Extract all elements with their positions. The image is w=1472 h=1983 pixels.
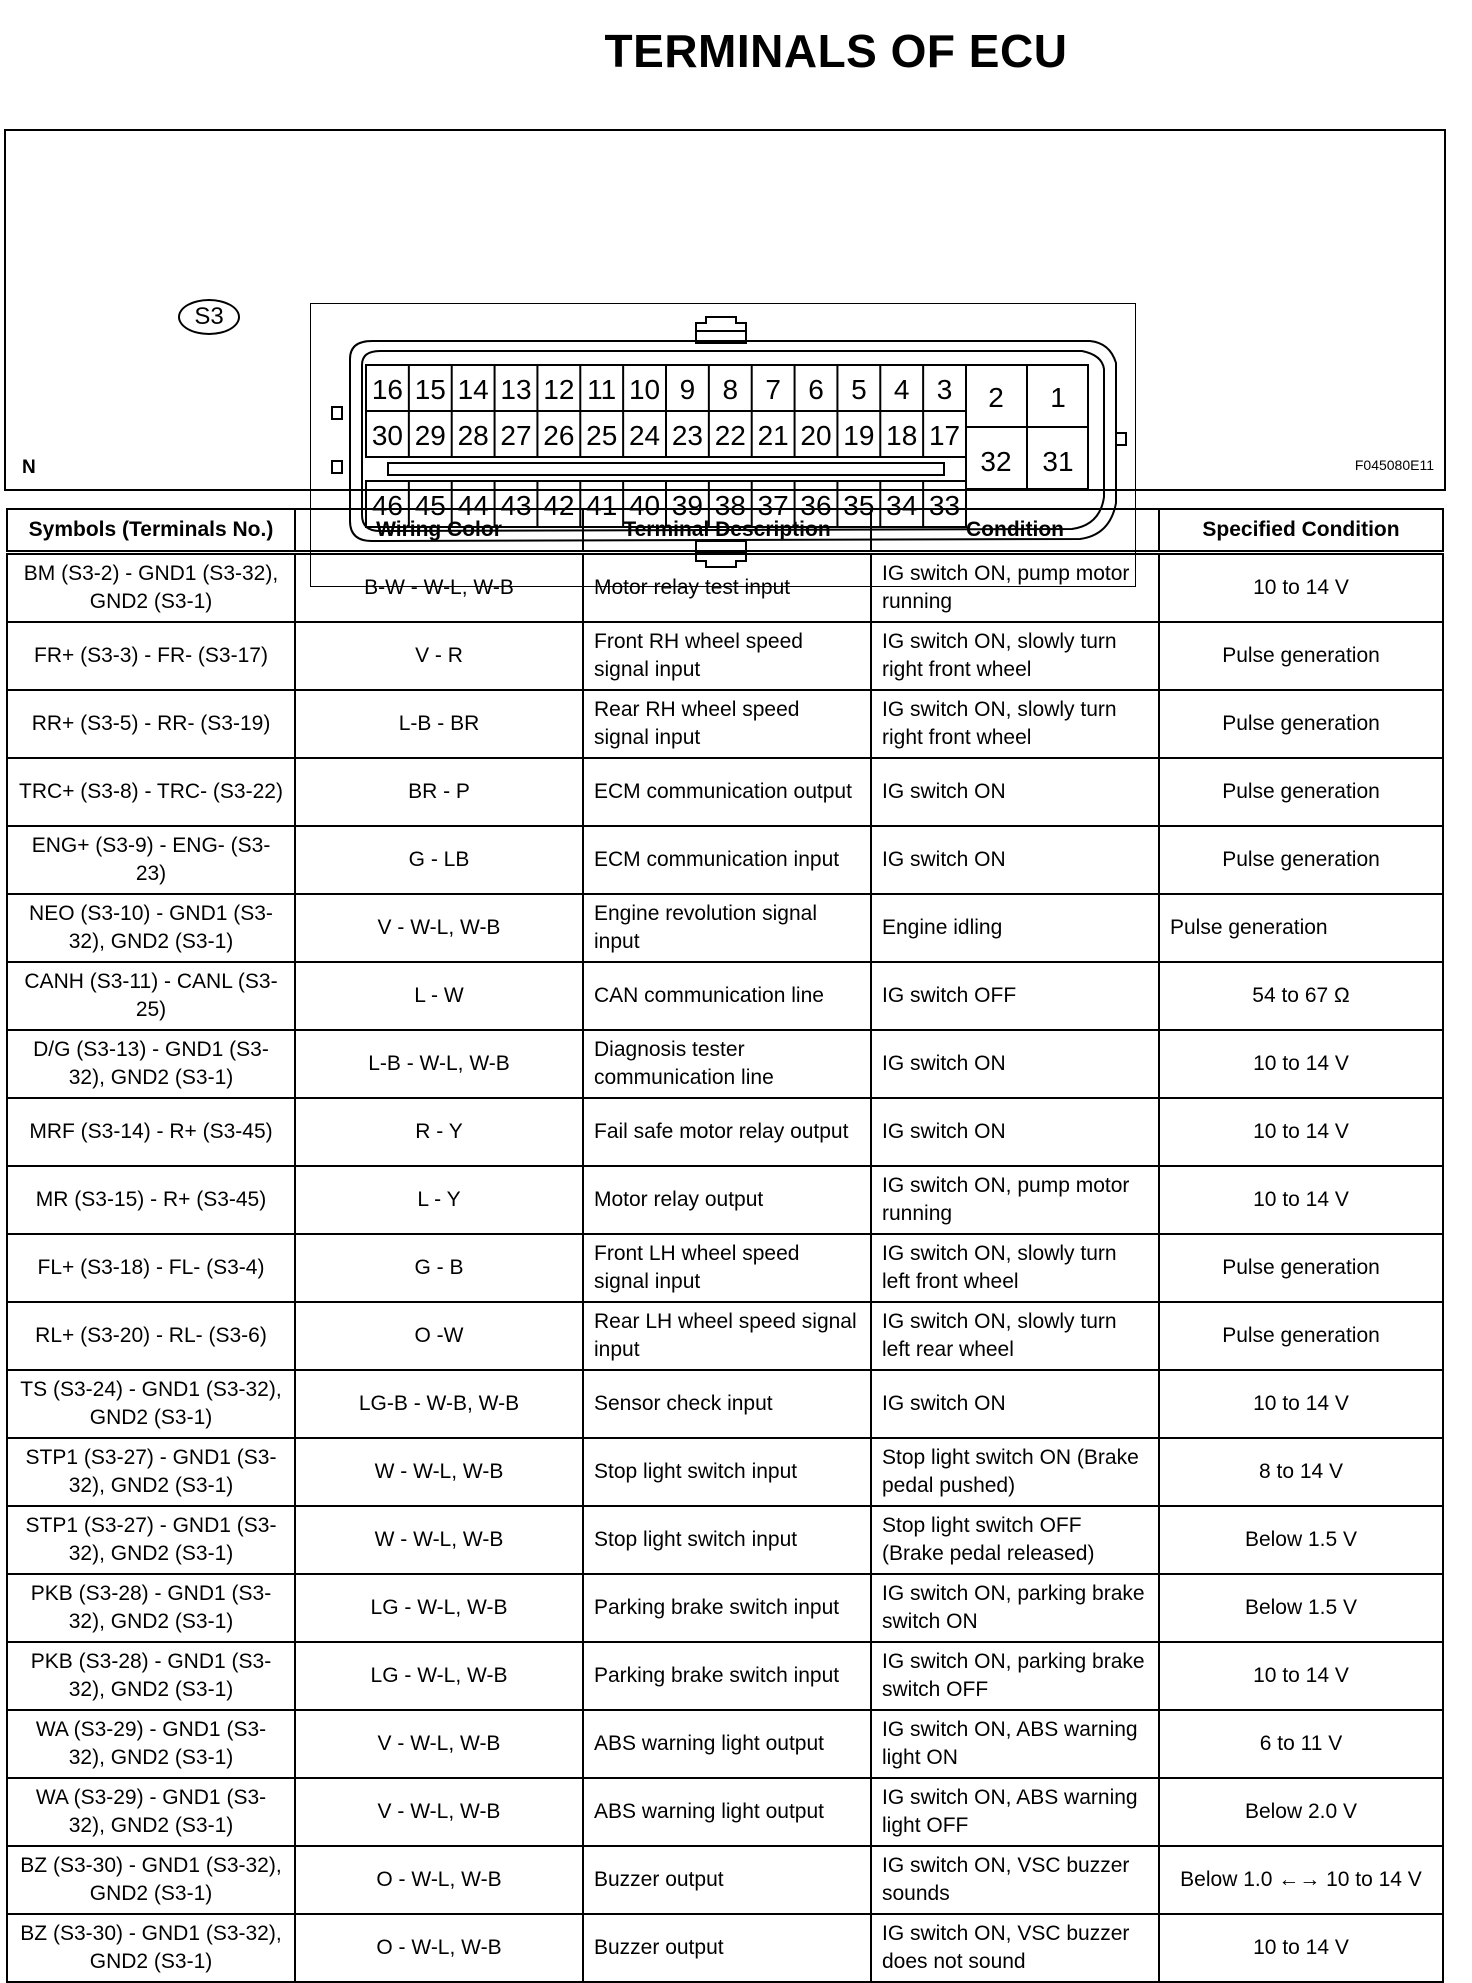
cell-wiring-color: LG-B - W-B, W-B	[295, 1370, 583, 1438]
header-symbols: Symbols (Terminals No.)	[7, 509, 295, 553]
cell-specified-condition: 10 to 14 V	[1159, 1166, 1443, 1234]
cell-specified-condition: Pulse generation	[1159, 826, 1443, 894]
cell-wiring-color: LG - W-L, W-B	[295, 1642, 583, 1710]
cell-symbols: MR (S3-15) - R+ (S3-45)	[7, 1166, 295, 1234]
cell-terminal-description: Buzzer output	[583, 1846, 871, 1914]
pin-label: 27	[500, 420, 532, 451]
cell-condition: IG switch ON, parking brake switch OFF	[871, 1642, 1159, 1710]
pin-label: 40	[628, 490, 661, 521]
cell-wiring-color: L - Y	[295, 1166, 583, 1234]
cell-symbols: STP1 (S3-27) - GND1 (S3-32), GND2 (S3-1)	[7, 1438, 295, 1506]
cell-wiring-color: V - W-L, W-B	[295, 894, 583, 962]
pin-label: 4	[893, 374, 910, 405]
cell-specified-condition: 10 to 14 V	[1159, 1370, 1443, 1438]
cell-condition: Stop light switch OFF (Brake pedal released)	[871, 1506, 1159, 1574]
cell-wiring-color: G - LB	[295, 826, 583, 894]
cell-specified-condition: Below 1.5 V	[1159, 1506, 1443, 1574]
cell-specified-condition: Below 1.5 V	[1159, 1574, 1443, 1642]
pin-label: 18	[886, 420, 918, 451]
pin-label: 30	[371, 420, 404, 451]
cell-specified-condition: Pulse generation	[1159, 690, 1443, 758]
pin-label: 41	[586, 490, 618, 521]
terminal-table	[6, 508, 1444, 1983]
cell-specified-condition: 10 to 14 V	[1159, 1098, 1443, 1166]
table-row	[7, 1302, 1443, 1370]
table-row	[7, 1370, 1443, 1438]
cell-terminal-description: CAN communication line	[583, 962, 871, 1030]
cell-specified-condition: 10 to 14 V	[1159, 1914, 1443, 1982]
table-row	[7, 690, 1443, 758]
table-header-row	[7, 509, 1443, 553]
pin-label: 24	[628, 420, 661, 451]
cell-condition: IG switch ON, slowly turn right front wheel	[871, 622, 1159, 690]
cell-terminal-description: Front LH wheel speed signal input	[583, 1234, 871, 1302]
cell-specified-condition: 10 to 14 V	[1159, 1030, 1443, 1098]
pin-label: 12	[543, 374, 575, 405]
table-row	[7, 1030, 1443, 1098]
pin-label: 26	[543, 420, 575, 451]
cell-terminal-description: Parking brake switch input	[583, 1642, 871, 1710]
pin-label: 1	[1050, 382, 1066, 413]
table-row	[7, 1234, 1443, 1302]
cell-condition: IG switch ON, VSC buzzer sounds	[871, 1846, 1159, 1914]
cell-terminal-description: Engine revolution signal input	[583, 894, 871, 962]
pin-label: 3	[936, 374, 953, 405]
cell-wiring-color: V - W-L, W-B	[295, 1710, 583, 1778]
pin-label: 17	[928, 420, 961, 451]
cell-specified-condition: 54 to 67 Ω	[1159, 962, 1443, 1030]
table-row	[7, 622, 1443, 690]
cell-terminal-description: ABS warning light output	[583, 1778, 871, 1846]
cell-condition: IG switch ON, slowly turn left rear wheel	[871, 1302, 1159, 1370]
cell-symbols: TRC+ (S3-8) - TRC- (S3-22)	[7, 758, 295, 826]
cell-terminal-description: ECM communication input	[583, 826, 871, 894]
pin-label: 38	[714, 490, 746, 521]
pin-label: 43	[500, 490, 532, 521]
table-row	[7, 1778, 1443, 1846]
pin-label: 37	[757, 490, 789, 521]
cell-condition: IG switch ON	[871, 758, 1159, 826]
pin-label: 20	[800, 420, 832, 451]
cell-wiring-color: O - W-L, W-B	[295, 1846, 583, 1914]
cell-terminal-description: Stop light switch input	[583, 1506, 871, 1574]
cell-condition: IG switch ON, slowly turn right front wheel	[871, 690, 1159, 758]
cell-terminal-description: Front RH wheel speed signal input	[583, 622, 871, 690]
cell-condition: IG switch ON	[871, 826, 1159, 894]
pin-label: 11	[587, 374, 617, 405]
cell-wiring-color: O - W-L, W-B	[295, 1914, 583, 1982]
cell-condition: IG switch ON	[871, 1098, 1159, 1166]
page-title: TERMINALS OF ECU	[604, 25, 1068, 77]
cell-specified-condition: Pulse generation	[1159, 1234, 1443, 1302]
pin-label: 23	[671, 420, 704, 451]
cell-condition: IG switch ON, pump motor running	[871, 553, 1159, 623]
pin-label: 31	[1042, 446, 1074, 477]
table-row	[7, 962, 1443, 1030]
cell-specified-condition: Pulse generation	[1159, 894, 1443, 962]
corner-label: N	[22, 457, 36, 478]
cell-specified-condition: 8 to 14 V	[1159, 1438, 1443, 1506]
cell-wiring-color: G - B	[295, 1234, 583, 1302]
cell-symbols: TS (S3-24) - GND1 (S3-32), GND2 (S3-1)	[7, 1370, 295, 1438]
cell-condition: IG switch ON, parking brake switch ON	[871, 1574, 1159, 1642]
cell-symbols: BM (S3-2) - GND1 (S3-32), GND2 (S3-1)	[7, 553, 295, 623]
table-row	[7, 1914, 1443, 1982]
pin-label: 21	[757, 420, 789, 451]
cell-symbols: WA (S3-29) - GND1 (S3-32), GND2 (S3-1)	[7, 1778, 295, 1846]
cell-symbols: RR+ (S3-5) - RR- (S3-19)	[7, 690, 295, 758]
cell-condition: Engine idling	[871, 894, 1159, 962]
table-row	[7, 1098, 1443, 1166]
pin-label: 45	[414, 490, 446, 521]
cell-condition: IG switch ON, ABS warning light ON	[871, 1710, 1159, 1778]
cell-condition: IG switch ON, slowly turn left front wheel	[871, 1234, 1159, 1302]
pin-label: 8	[722, 374, 739, 405]
cell-wiring-color: V - W-L, W-B	[295, 1778, 583, 1846]
cell-terminal-description: Motor relay test input	[583, 553, 871, 623]
table-row	[7, 1166, 1443, 1234]
pin-label: 35	[843, 490, 875, 521]
cell-symbols: FL+ (S3-18) - FL- (S3-4)	[7, 1234, 295, 1302]
cell-wiring-color: L-B - BR	[295, 690, 583, 758]
cell-wiring-color: W - W-L, W-B	[295, 1438, 583, 1506]
pin-label: 13	[500, 374, 532, 405]
pin-label: 15	[414, 374, 446, 405]
table-row	[7, 1710, 1443, 1778]
cell-symbols: NEO (S3-10) - GND1 (S3-32), GND2 (S3-1)	[7, 894, 295, 962]
header-wiring-color: Wiring Color	[295, 509, 583, 553]
table-row	[7, 1438, 1443, 1506]
cell-specified-condition: 10 to 14 V	[1159, 553, 1443, 623]
cell-specified-condition: Pulse generation	[1159, 758, 1443, 826]
cell-symbols: BZ (S3-30) - GND1 (S3-32), GND2 (S3-1)	[7, 1846, 295, 1914]
cell-wiring-color: B-W - W-L, W-B	[295, 553, 583, 623]
pin-label: 36	[800, 490, 832, 521]
pin-label: 28	[457, 420, 489, 451]
cell-wiring-color: L - W	[295, 962, 583, 1030]
cell-symbols: WA (S3-29) - GND1 (S3-32), GND2 (S3-1)	[7, 1710, 295, 1778]
cell-specified-condition: Pulse generation	[1159, 622, 1443, 690]
pin-label: 39	[671, 490, 704, 521]
cell-symbols: ENG+ (S3-9) - ENG- (S3-23)	[7, 826, 295, 894]
cell-terminal-description: Parking brake switch input	[583, 1574, 871, 1642]
connector-figure	[4, 129, 1446, 521]
cell-symbols: BZ (S3-30) - GND1 (S3-32), GND2 (S3-1)	[7, 1914, 295, 1982]
table-row	[7, 894, 1443, 962]
pin-label: 25	[586, 420, 618, 451]
cell-wiring-color: W - W-L, W-B	[295, 1506, 583, 1574]
table-row	[7, 1642, 1443, 1710]
cell-symbols: FR+ (S3-3) - FR- (S3-17)	[7, 622, 295, 690]
cell-terminal-description: ABS warning light output	[583, 1710, 871, 1778]
table-row	[7, 826, 1443, 894]
pin-label: 7	[765, 374, 781, 405]
connector-label: S3	[178, 299, 240, 335]
pin-label: 14	[457, 374, 489, 405]
table-row	[7, 1574, 1443, 1642]
cell-specified-condition: Below 2.0 V	[1159, 1778, 1443, 1846]
header-condition: Condition	[871, 509, 1159, 553]
pin-label: 29	[414, 420, 446, 451]
cell-specified-condition: Pulse generation	[1159, 1302, 1443, 1370]
cell-wiring-color: L-B - W-L, W-B	[295, 1030, 583, 1098]
cell-terminal-description: Diagnosis tester communication line	[583, 1030, 871, 1098]
cell-specified-condition: Below 1.0 ←→ 10 to 14 V	[1159, 1846, 1443, 1914]
pin-label: 32	[980, 446, 1012, 477]
cell-symbols: STP1 (S3-27) - GND1 (S3-32), GND2 (S3-1)	[7, 1506, 295, 1574]
cell-terminal-description: Sensor check input	[583, 1370, 871, 1438]
cell-wiring-color: LG - W-L, W-B	[295, 1574, 583, 1642]
table-row	[7, 1506, 1443, 1574]
pin-label: 2	[988, 382, 1004, 413]
pin-label: 5	[851, 374, 867, 405]
cell-terminal-description: Fail safe motor relay output	[583, 1098, 871, 1166]
header-terminal-description: Terminal Description	[583, 509, 871, 553]
pin-label: 44	[457, 490, 489, 521]
cell-wiring-color: R - Y	[295, 1098, 583, 1166]
table-row	[7, 758, 1443, 826]
table-row	[7, 1846, 1443, 1914]
cell-condition: IG switch ON, pump motor running	[871, 1166, 1159, 1234]
cell-terminal-description: Buzzer output	[583, 1914, 871, 1982]
cell-symbols: PKB (S3-28) - GND1 (S3-32), GND2 (S3-1)	[7, 1642, 295, 1710]
cell-wiring-color: BR - P	[295, 758, 583, 826]
cell-terminal-description: Rear RH wheel speed signal input	[583, 690, 871, 758]
cell-condition: IG switch ON, VSC buzzer does not sound	[871, 1914, 1159, 1982]
cell-specified-condition: 10 to 14 V	[1159, 1642, 1443, 1710]
cell-wiring-color: V - R	[295, 622, 583, 690]
cell-condition: IG switch ON	[871, 1030, 1159, 1098]
cell-condition: IG switch ON	[871, 1370, 1159, 1438]
pin-label: 46	[371, 490, 404, 521]
cell-symbols: PKB (S3-28) - GND1 (S3-32), GND2 (S3-1)	[7, 1574, 295, 1642]
cell-symbols: D/G (S3-13) - GND1 (S3-32), GND2 (S3-1)	[7, 1030, 295, 1098]
figure-code: F045080E11	[1354, 457, 1434, 473]
cell-specified-condition: 6 to 11 V	[1159, 1710, 1443, 1778]
cell-terminal-description: ECM communication output	[583, 758, 871, 826]
cell-symbols: CANH (S3-11) - CANL (S3-25)	[7, 962, 295, 1030]
cell-terminal-description: Motor relay output	[583, 1166, 871, 1234]
pin-label: 10	[628, 374, 661, 405]
header-specified-condition: Specified Condition	[1159, 509, 1443, 553]
cell-condition: IG switch OFF	[871, 962, 1159, 1030]
cell-condition: Stop light switch ON (Brake pedal pushed)	[871, 1438, 1159, 1506]
cell-terminal-description: Rear LH wheel speed signal input	[583, 1302, 871, 1370]
pin-label: 19	[843, 420, 875, 451]
cell-terminal-description: Stop light switch input	[583, 1438, 871, 1506]
cell-wiring-color: O -W	[295, 1302, 583, 1370]
pin-label: 6	[808, 374, 824, 405]
pin-label: 42	[543, 490, 575, 521]
pin-label: 34	[886, 490, 918, 521]
cell-symbols: MRF (S3-14) - R+ (S3-45)	[7, 1098, 295, 1166]
pin-label: 33	[928, 490, 961, 521]
pin-label: 9	[679, 374, 696, 405]
table-row	[7, 553, 1443, 623]
pin-label: 22	[714, 420, 746, 451]
cell-symbols: RL+ (S3-20) - RL- (S3-6)	[7, 1302, 295, 1370]
cell-condition: IG switch ON, ABS warning light OFF	[871, 1778, 1159, 1846]
pin-label: 16	[371, 374, 404, 405]
